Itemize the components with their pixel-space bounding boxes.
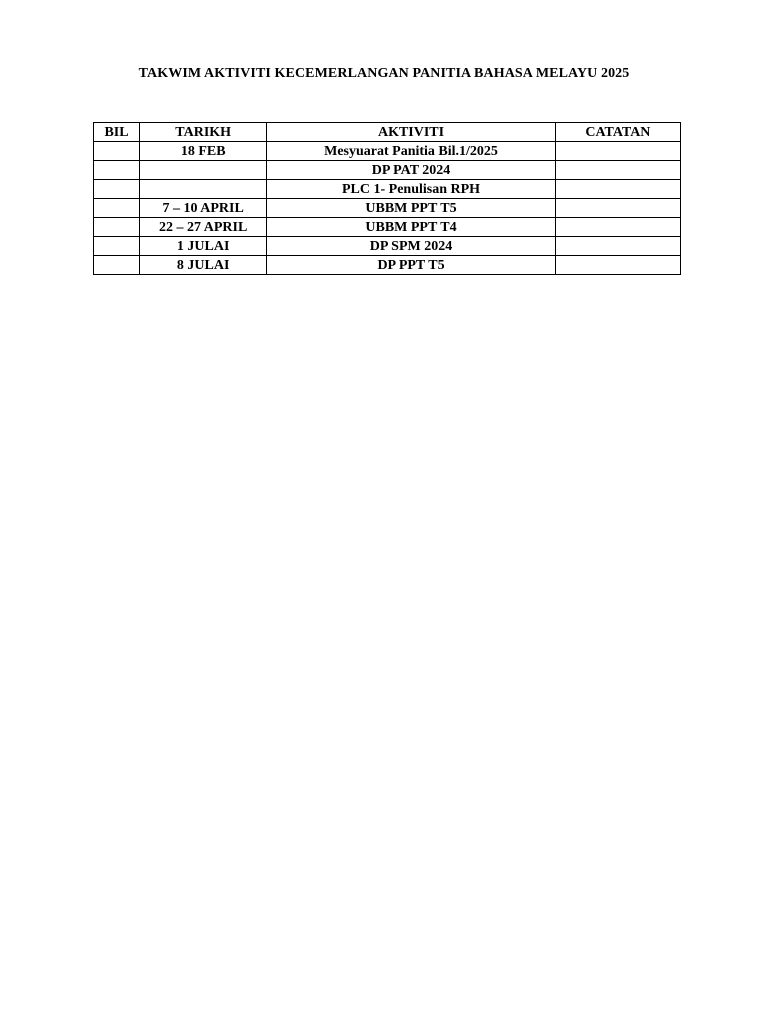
cell-bil xyxy=(94,142,140,161)
cell-catatan xyxy=(555,180,680,199)
header-catatan: CATATAN xyxy=(555,123,680,142)
cell-tarikh: 8 JULAI xyxy=(140,256,267,275)
table-row xyxy=(94,256,681,275)
cell-aktiviti: Mesyuarat Panitia Bil.1/2025 xyxy=(267,142,555,161)
cell-tarikh: 22 – 27 APRIL xyxy=(140,218,267,237)
cell-bil xyxy=(94,237,140,256)
table-row xyxy=(94,218,681,237)
cell-aktiviti: UBBM PPT T4 xyxy=(267,218,555,237)
cell-catatan xyxy=(555,218,680,237)
table-row xyxy=(94,199,681,218)
cell-aktiviti: PLC 1- Penulisan RPH xyxy=(267,180,555,199)
cell-tarikh xyxy=(140,180,267,199)
header-bil: BIL xyxy=(94,123,140,142)
cell-tarikh: 18 FEB xyxy=(140,142,267,161)
cell-aktiviti: DP SPM 2024 xyxy=(267,237,555,256)
cell-catatan xyxy=(555,237,680,256)
header-tarikh: TARIKH xyxy=(140,123,267,142)
cell-aktiviti: DP PAT 2024 xyxy=(267,161,555,180)
table-row xyxy=(94,180,681,199)
table-row xyxy=(94,237,681,256)
table-header-row xyxy=(94,123,681,142)
cell-catatan xyxy=(555,199,680,218)
document-title: TAKWIM AKTIVITI KECEMERLANGAN PANITIA BAHASA MELAYU 2025 xyxy=(138,66,630,81)
table-row xyxy=(94,142,681,161)
table-row xyxy=(94,161,681,180)
cell-bil xyxy=(94,199,140,218)
activity-schedule-table xyxy=(93,122,681,275)
cell-tarikh: 7 – 10 APRIL xyxy=(140,199,267,218)
cell-catatan xyxy=(555,256,680,275)
cell-tarikh xyxy=(140,161,267,180)
cell-tarikh: 1 JULAI xyxy=(140,237,267,256)
cell-bil xyxy=(94,180,140,199)
cell-bil xyxy=(94,256,140,275)
cell-bil xyxy=(94,161,140,180)
cell-catatan xyxy=(555,142,680,161)
header-aktiviti: AKTIVITI xyxy=(267,123,555,142)
cell-catatan xyxy=(555,161,680,180)
cell-aktiviti: UBBM PPT T5 xyxy=(267,199,555,218)
cell-bil xyxy=(94,218,140,237)
cell-aktiviti: DP PPT T5 xyxy=(267,256,555,275)
